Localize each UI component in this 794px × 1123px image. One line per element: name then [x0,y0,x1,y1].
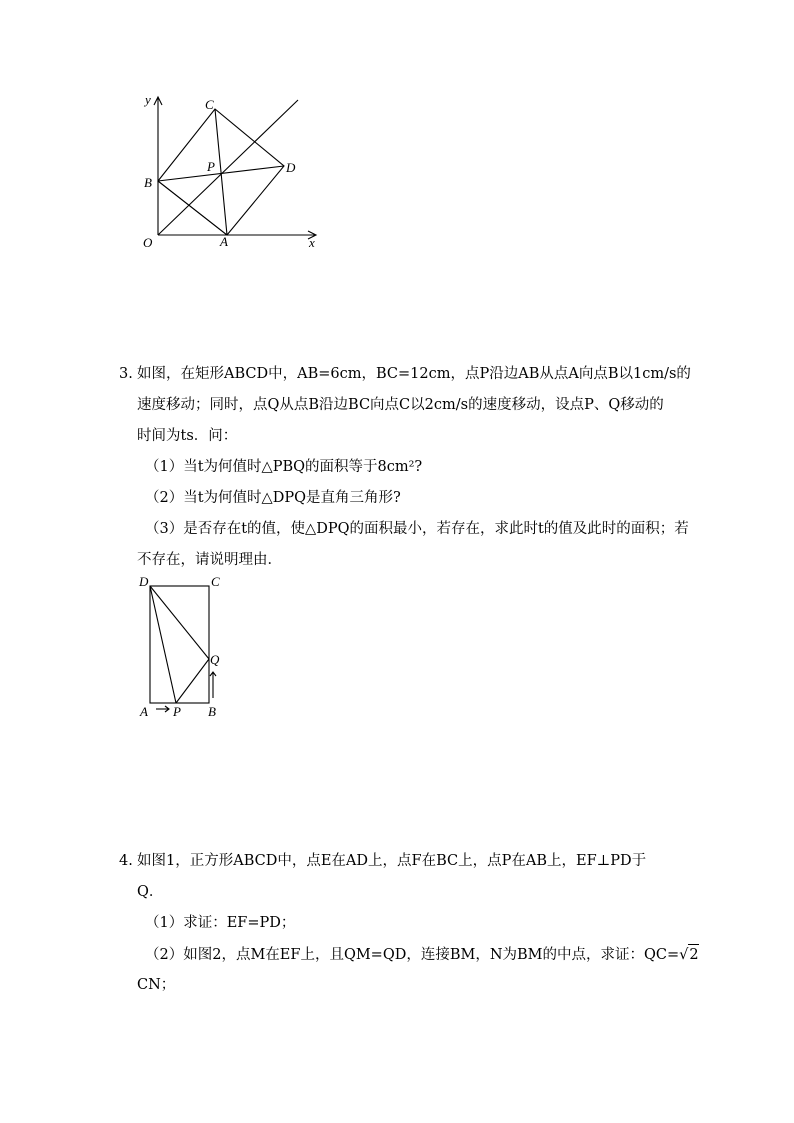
q3-line-2: 速度移动；同时，点Q从点B沿边BC向点C以2cm/s的速度移动，设点P、Q移动的 [137,397,664,413]
sqrt-radicand: 2 [688,944,698,965]
q4-sub-2-text: （2）如图2，点M在EF上，且QM=QD，连接BM，N为BM的中点，求证：QC= [145,947,680,963]
q3-sub-3-line-1: （3）是否存在t的值，使△DPQ的面积最小，若存在，求此时t的值及此时的面积；若 [145,521,689,537]
q4-sub-2 [145,944,699,965]
q4-line-2: Q． [137,884,164,900]
q3-sub-1: （1）当t为何值时△PBQ的面积等于8cm²? [145,459,423,475]
segment-dq [150,586,209,659]
q4-line-1: 如图1，正方形ABCD中，点E在AD上，点F在BC上，点P在AB上，EF⊥PD于 [137,853,647,869]
label-c: C [211,574,220,589]
label-a: A [220,234,228,249]
label-d: D [286,160,296,175]
segment-bp [158,181,227,235]
label-c: C [205,97,214,112]
label-a: A [140,704,148,719]
rectangle-abcd [150,586,209,703]
segment-pq [176,659,209,703]
figure-coordinate-diagram [138,92,328,257]
label-b: B [208,704,216,719]
segment-dp [150,586,176,703]
q3-line-3: 时间为ts．问： [137,428,238,444]
label-p: P [207,159,215,174]
label-o: O [143,235,153,250]
question-4-number: 4. [119,853,133,869]
figure-rectangle-diagram [136,572,236,722]
label-d: D [139,574,149,589]
q4-sub-2-line-2: CN； [137,977,176,993]
q3-sub-2: （2）当t为何值时△DPQ是直角三角形? [145,490,401,506]
label-x: x [309,235,315,250]
label-q: Q [210,652,220,667]
label-p: P [173,704,181,719]
diagonal-ca [215,109,227,235]
question-3-number: 3. [119,366,133,382]
label-b: B [144,175,152,190]
label-y: y [145,92,151,107]
q3-line-1: 如图，在矩形ABCD中，AB=6cm，BC=12cm，点P沿边AB从点A向点B以1cm/s的 [137,366,691,382]
sqrt-symbol: √2 [679,944,698,965]
q3-sub-3-line-2: 不存在，请说明理由． [137,552,282,568]
q4-sub-1: （1）求证：EF=PD； [145,915,296,931]
